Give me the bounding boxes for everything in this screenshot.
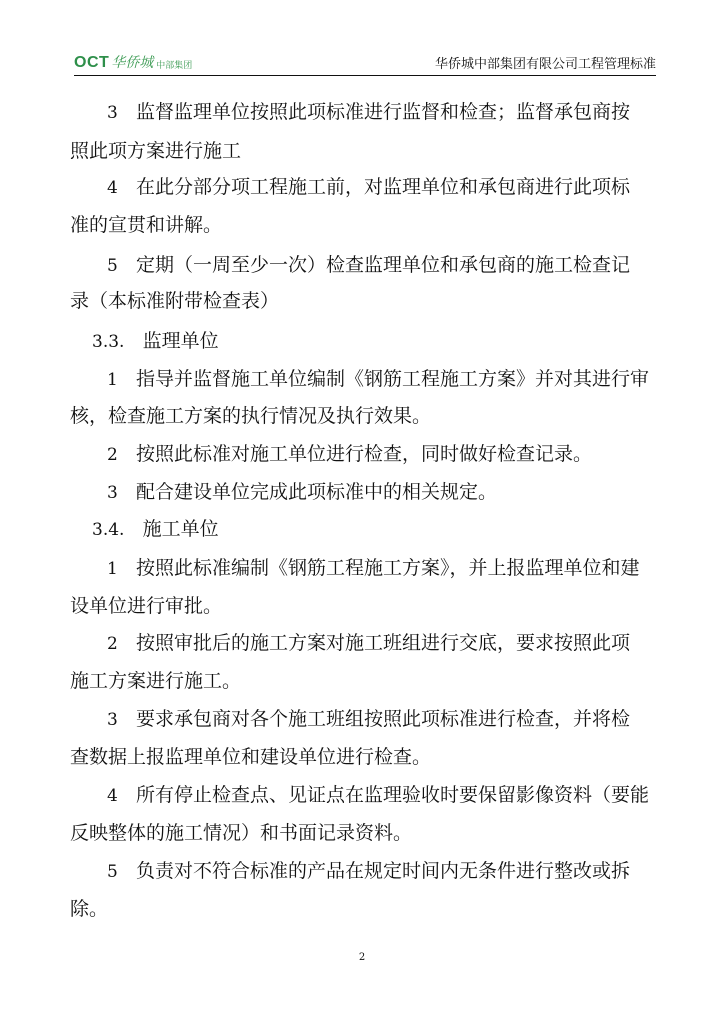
paragraph-line: 5 定期（一周至少一次）检查监理单位和承包商的施工检查记 [107,254,630,276]
paragraph-line: 4 在此分部分项工程施工前，对监理单位和承包商进行此项标 [107,176,630,198]
paragraph-line: 2 按照此标准对施工单位进行检查，同时做好检查记录。 [107,443,592,465]
paragraph-line: 5 负责对不符合标准的产品在规定时间内无条件进行整改或拆 [107,860,630,882]
logo-script-text: 华侨城 [111,55,154,71]
paragraph-line: 准的宣贯和讲解。 [70,214,223,236]
page-number: 2 [358,952,366,963]
paragraph-line: 照此项方案进行施工 [70,140,242,162]
paragraph-line: 查数据上报监理单位和建设单位进行检查。 [70,746,432,768]
paragraph-line: 施工方案进行施工。 [70,670,242,692]
paragraph-line: 2 按照审批后的施工方案对施工班组进行交底，要求按照此项 [107,632,630,654]
header-title: 华侨城中部集团有限公司工程管理标准 [434,57,656,72]
paragraph-line: 1 指导并监督施工单位编制《钢筋工程施工方案》并对其进行审 [107,368,649,390]
paragraph-line: 设单位进行审批。 [70,595,223,617]
paragraph-line: 3 配合建设单位完成此项标准中的相关规定。 [107,481,497,503]
paragraph-line: 除。 [70,898,109,920]
logo-oct-text: OCT [74,54,110,71]
company-logo [74,52,192,72]
paragraph-line: 反映整体的施工情况）和书面记录资料。 [70,822,413,844]
logo-group-text: 中部集团 [156,61,193,71]
paragraph-line: 1 按照此标准编制《钢筋工程施工方案》，并上报监理单位和建 [107,557,640,579]
paragraph-line: 3 监督监理单位按照此项标准进行监督和检查；监督承包商按 [107,101,630,123]
section-heading: 3.4. 施工单位 [92,518,219,540]
paragraph-line: 3 要求承包商对各个施工班组按照此项标准进行检查，并将检 [107,708,630,730]
section-heading: 3.3. 监理单位 [92,330,219,352]
page-header [74,50,656,76]
paragraph-line: 录（本标准附带检查表） [70,290,280,312]
paragraph-line: 4 所有停止检查点、见证点在监理验收时要保留影像资料（要能 [107,784,649,806]
paragraph-line: 核，检查施工方案的执行情况及执行效果。 [70,405,432,427]
